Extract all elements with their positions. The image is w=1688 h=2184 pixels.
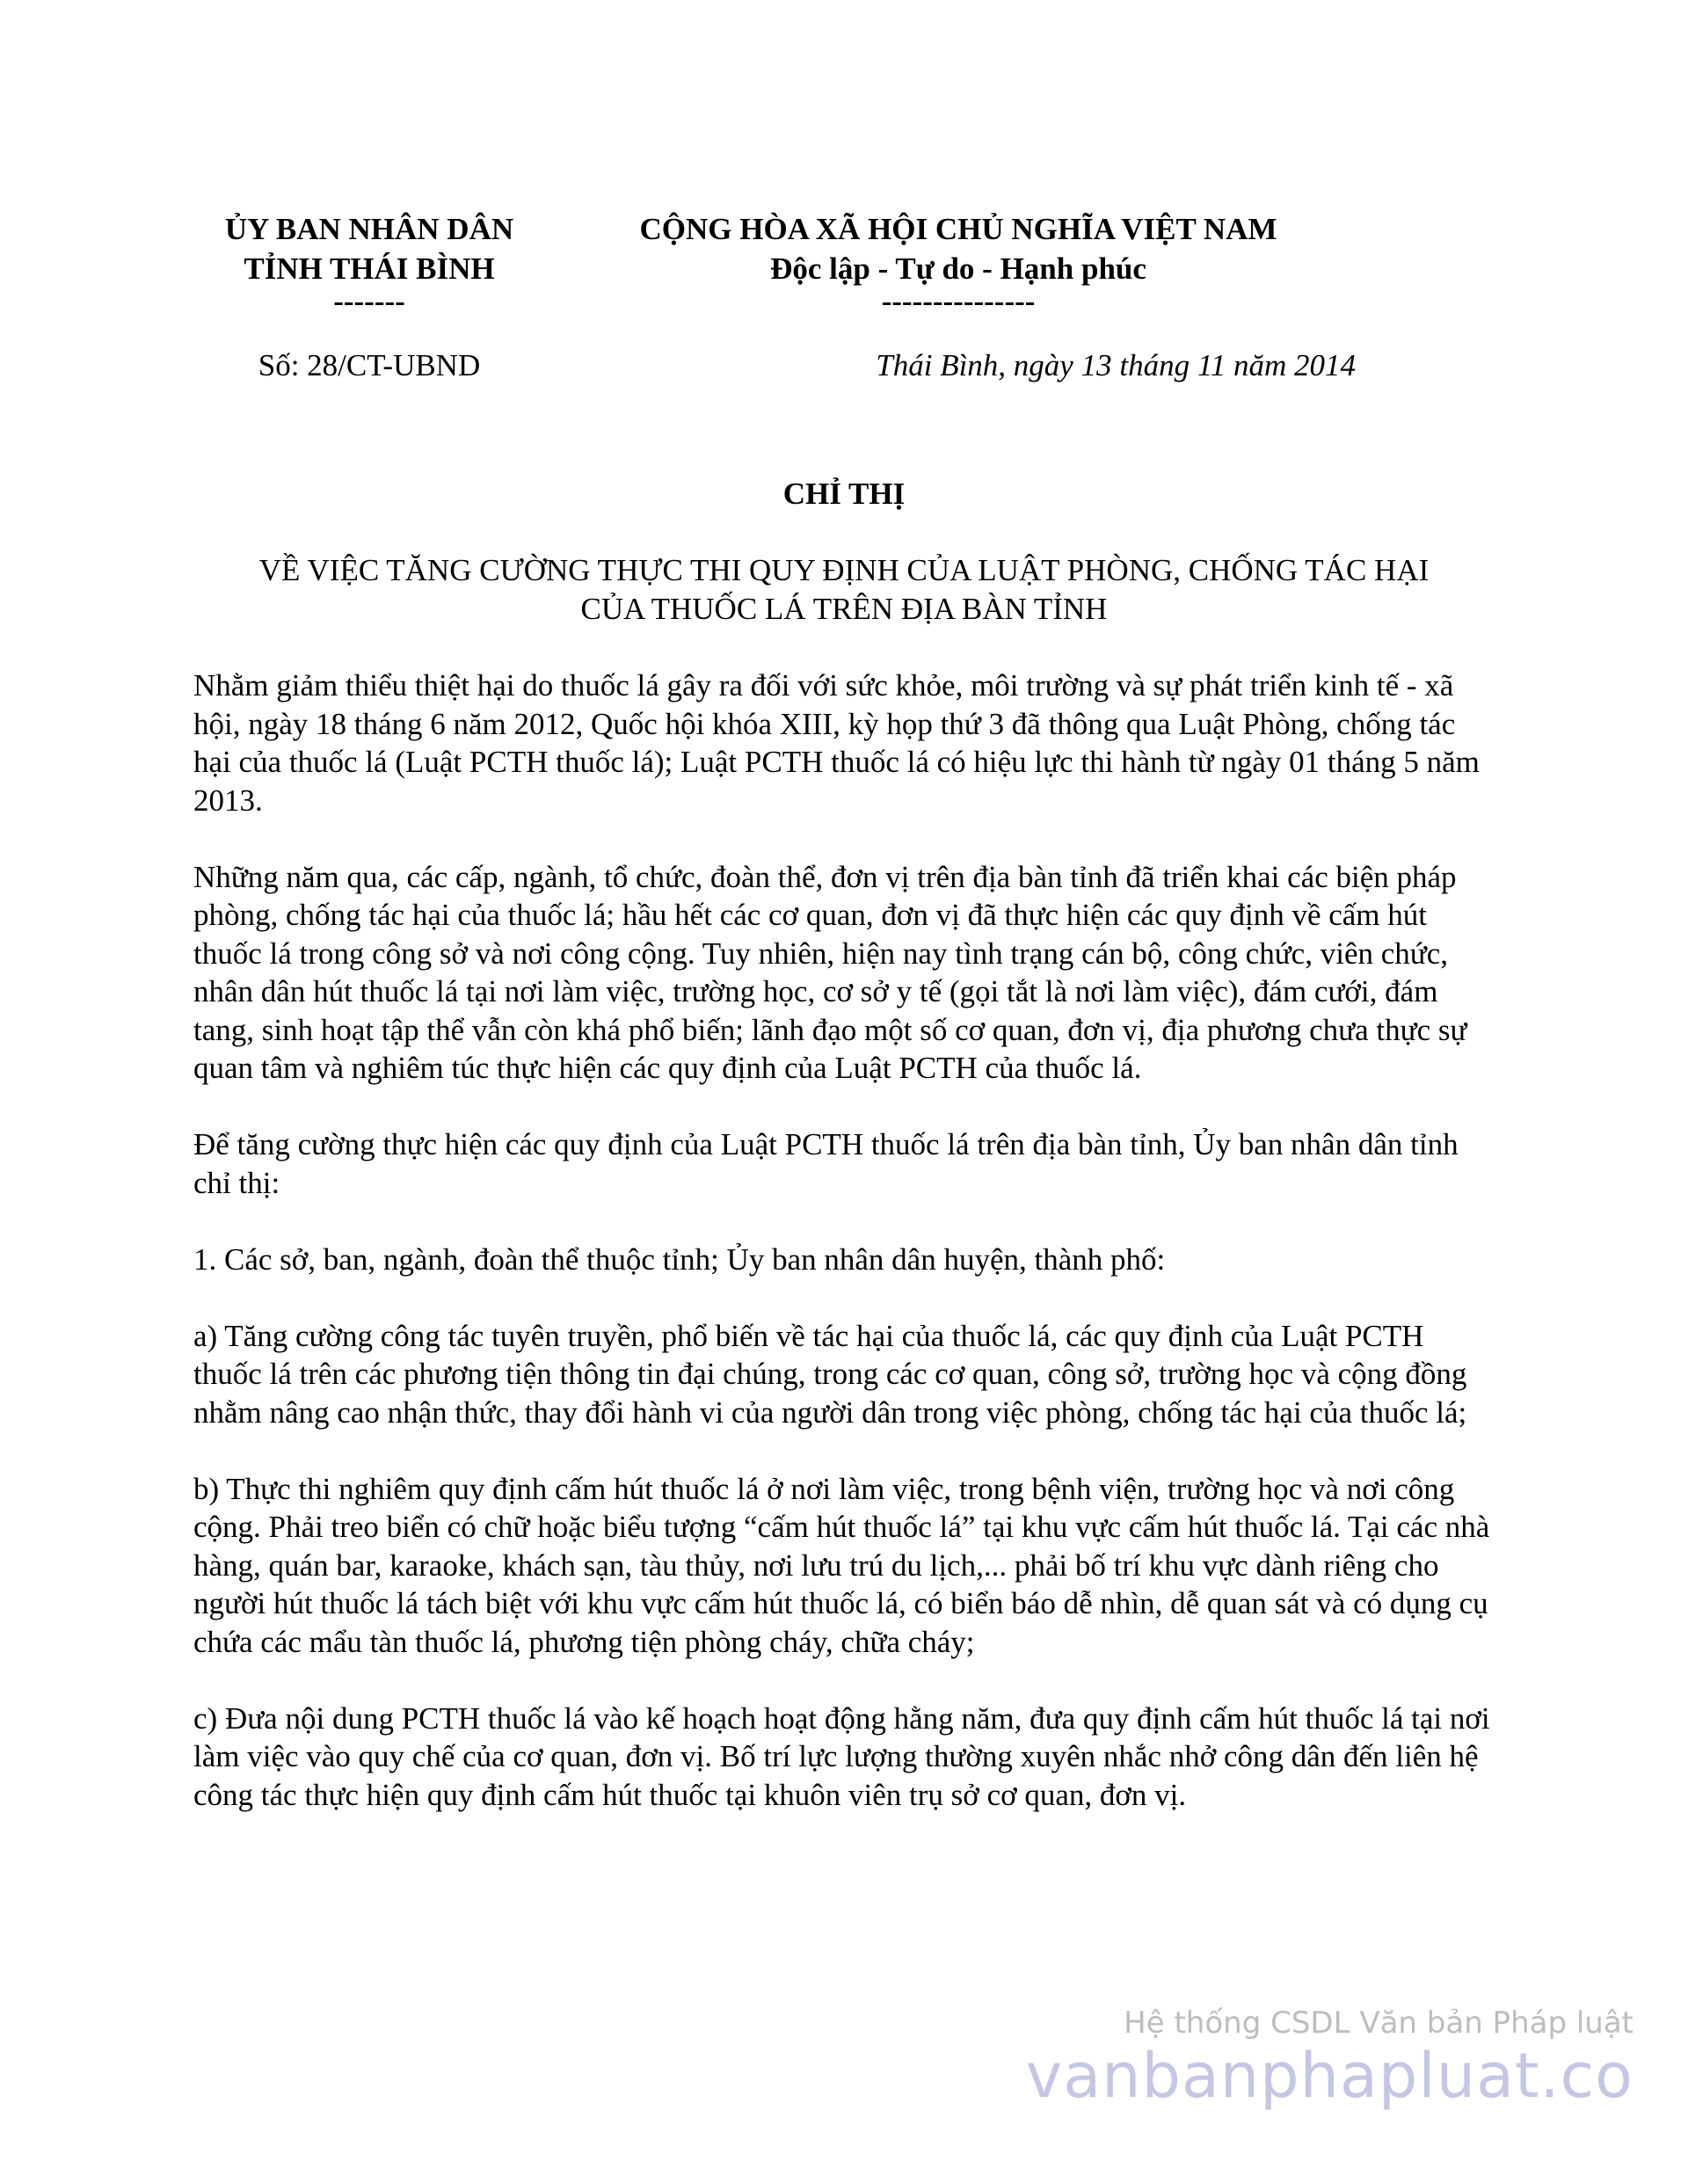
watermark: [1026, 2005, 1633, 2110]
document-body: [193, 666, 1495, 1853]
document-number: Số: 28/CT-UBND: [258, 348, 481, 382]
national-motto-block: [563, 209, 1354, 318]
document-date: Thái Bình, ngày 13 tháng 11 năm 2014: [876, 348, 1356, 382]
issuing-agency-separator: -------: [333, 284, 405, 318]
document-subject-line1: VỀ VIỆC TĂNG CƯỜNG THỰC THI QUY ĐỊNH CỦA LUẬT PHÒNG, CHỐNG TÁC HẠI: [258, 553, 1430, 587]
body-paragraph-intro: Nhằm giảm thiểu thiệt hại do thuốc lá gây ra đối với sức khỏe, môi trường và sự phát triển kinh tế - xã hội, ngày 18 tháng 6 năm 2012, Quốc hội khóa XIII, kỳ họp thứ 3 đã thông qua Luật Phòng, chống tác hại của thuốc lá (Luật PCTH thuốc lá); Luật PCTH thuốc lá có hiệu lực thi hành từ ngày 01 tháng 5 năm 2013.: [193, 668, 1480, 818]
document-date-wrapper: [563, 346, 1354, 385]
issuing-agency-block: [193, 209, 545, 318]
national-motto-separator: ---------------: [881, 284, 1036, 318]
watermark-site: vanbanphapluat.co: [1025, 2040, 1633, 2112]
watermark-caption: Hệ thống CSDL Văn bản Pháp luật: [1124, 2006, 1633, 2041]
national-title: CỘNG HÒA XÃ HỘI CHỦ NGHĨA VIỆT NAM: [639, 212, 1277, 246]
document-title: CHỈ THỊ: [782, 477, 906, 511]
body-paragraph-item-1a: a) Tăng cường công tác tuyên truyền, phổ biến về tác hại của thuốc lá, các quy định của Luật PCTH thuốc lá trên các phương tiện thông tin đại chúng, trong các cơ quan, công sở, trường học và cộng đồng nhằm nâng cao nhận thức, thay đổi hành vi của người dân trong việc phòng, chống tác hại của thuốc lá;: [193, 1318, 1467, 1430]
body-paragraph-situation: Những năm qua, các cấp, ngành, tổ chức, đoàn thể, đơn vị trên địa bàn tỉnh đã triển khai các biện pháp phòng, chống tác hại của thuốc lá; hầu hết các cơ quan, đơn vị đã thực hiện các quy định về cấm hút thuốc lá trong công sở và nơi công cộng. Tuy nhiên, hiện nay tình trạng cán bộ, công chức, viên chức, nhân dân hút thuốc lá tại nơi làm việc, trường học, cơ sở y tế (gọi tắt là nơi làm việc), đám cưới, đám tang, sinh hoạt tập thể vẫn còn khá phổ biến; lãnh đạo một số cơ quan, đơn vị, địa phương chưa thực sự quan tâm và nghiêm túc thực hiện các quy định của Luật PCTH của thuốc lá.: [193, 859, 1467, 1085]
document-subject: [193, 551, 1495, 629]
document-subject-line2: CỦA THUỐC LÁ TRÊN ĐỊA BÀN TỈNH: [580, 592, 1108, 626]
issuing-agency-line1: ỦY BAN NHÂN DÂN: [224, 212, 514, 246]
body-paragraph-item-1c: c) Đưa nội dung PCTH thuốc lá vào kế hoạch hoạt động hằng năm, đưa quy định cấm hút thuốc lá tại nơi làm việc vào quy chế của cơ quan, đơn vị. Bố trí lực lượng thường xuyên nhắc nhở công dân đến liên hệ công tác thực hiện quy định cấm hút thuốc tại khuôn viên trụ sở cơ quan, đơn vị.: [193, 1700, 1490, 1812]
national-motto: Độc lập - Tự do - Hạnh phúc: [770, 251, 1146, 286]
issuing-agency-line2: TỈNH THÁI BÌNH: [244, 251, 495, 286]
body-paragraph-item-1: 1. Các sở, ban, ngành, đoàn thể thuộc tỉnh; Ủy ban nhân dân huyện, thành phố:: [193, 1241, 1166, 1277]
body-paragraph-directive: Để tăng cường thực hiện các quy định của Luật PCTH thuốc lá trên địa bàn tỉnh, Ủy ban nhân dân tỉnh chỉ thị:: [193, 1127, 1459, 1200]
body-paragraph-item-1b: b) Thực thi nghiêm quy định cấm hút thuốc lá ở nơi làm việc, trong bệnh viện, trường học và nơi công cộng. Phải treo biển có chữ hoặc biểu tượng “cấm hút thuốc lá” tại khu vực cấm hút thuốc lá. Tại các nhà hàng, quán bar, karaoke, khách sạn, tàu thủy, nơi lưu trú du lịch,... phải bố trí khu vực dành riêng cho người hút thuốc lá tách biệt với khu vực cấm hút thuốc lá, có biển báo dễ nhìn, dễ quan sát và có dụng cụ chứa các mẩu tàn thuốc lá, phương tiện phòng cháy, chữa cháy;: [193, 1471, 1490, 1659]
